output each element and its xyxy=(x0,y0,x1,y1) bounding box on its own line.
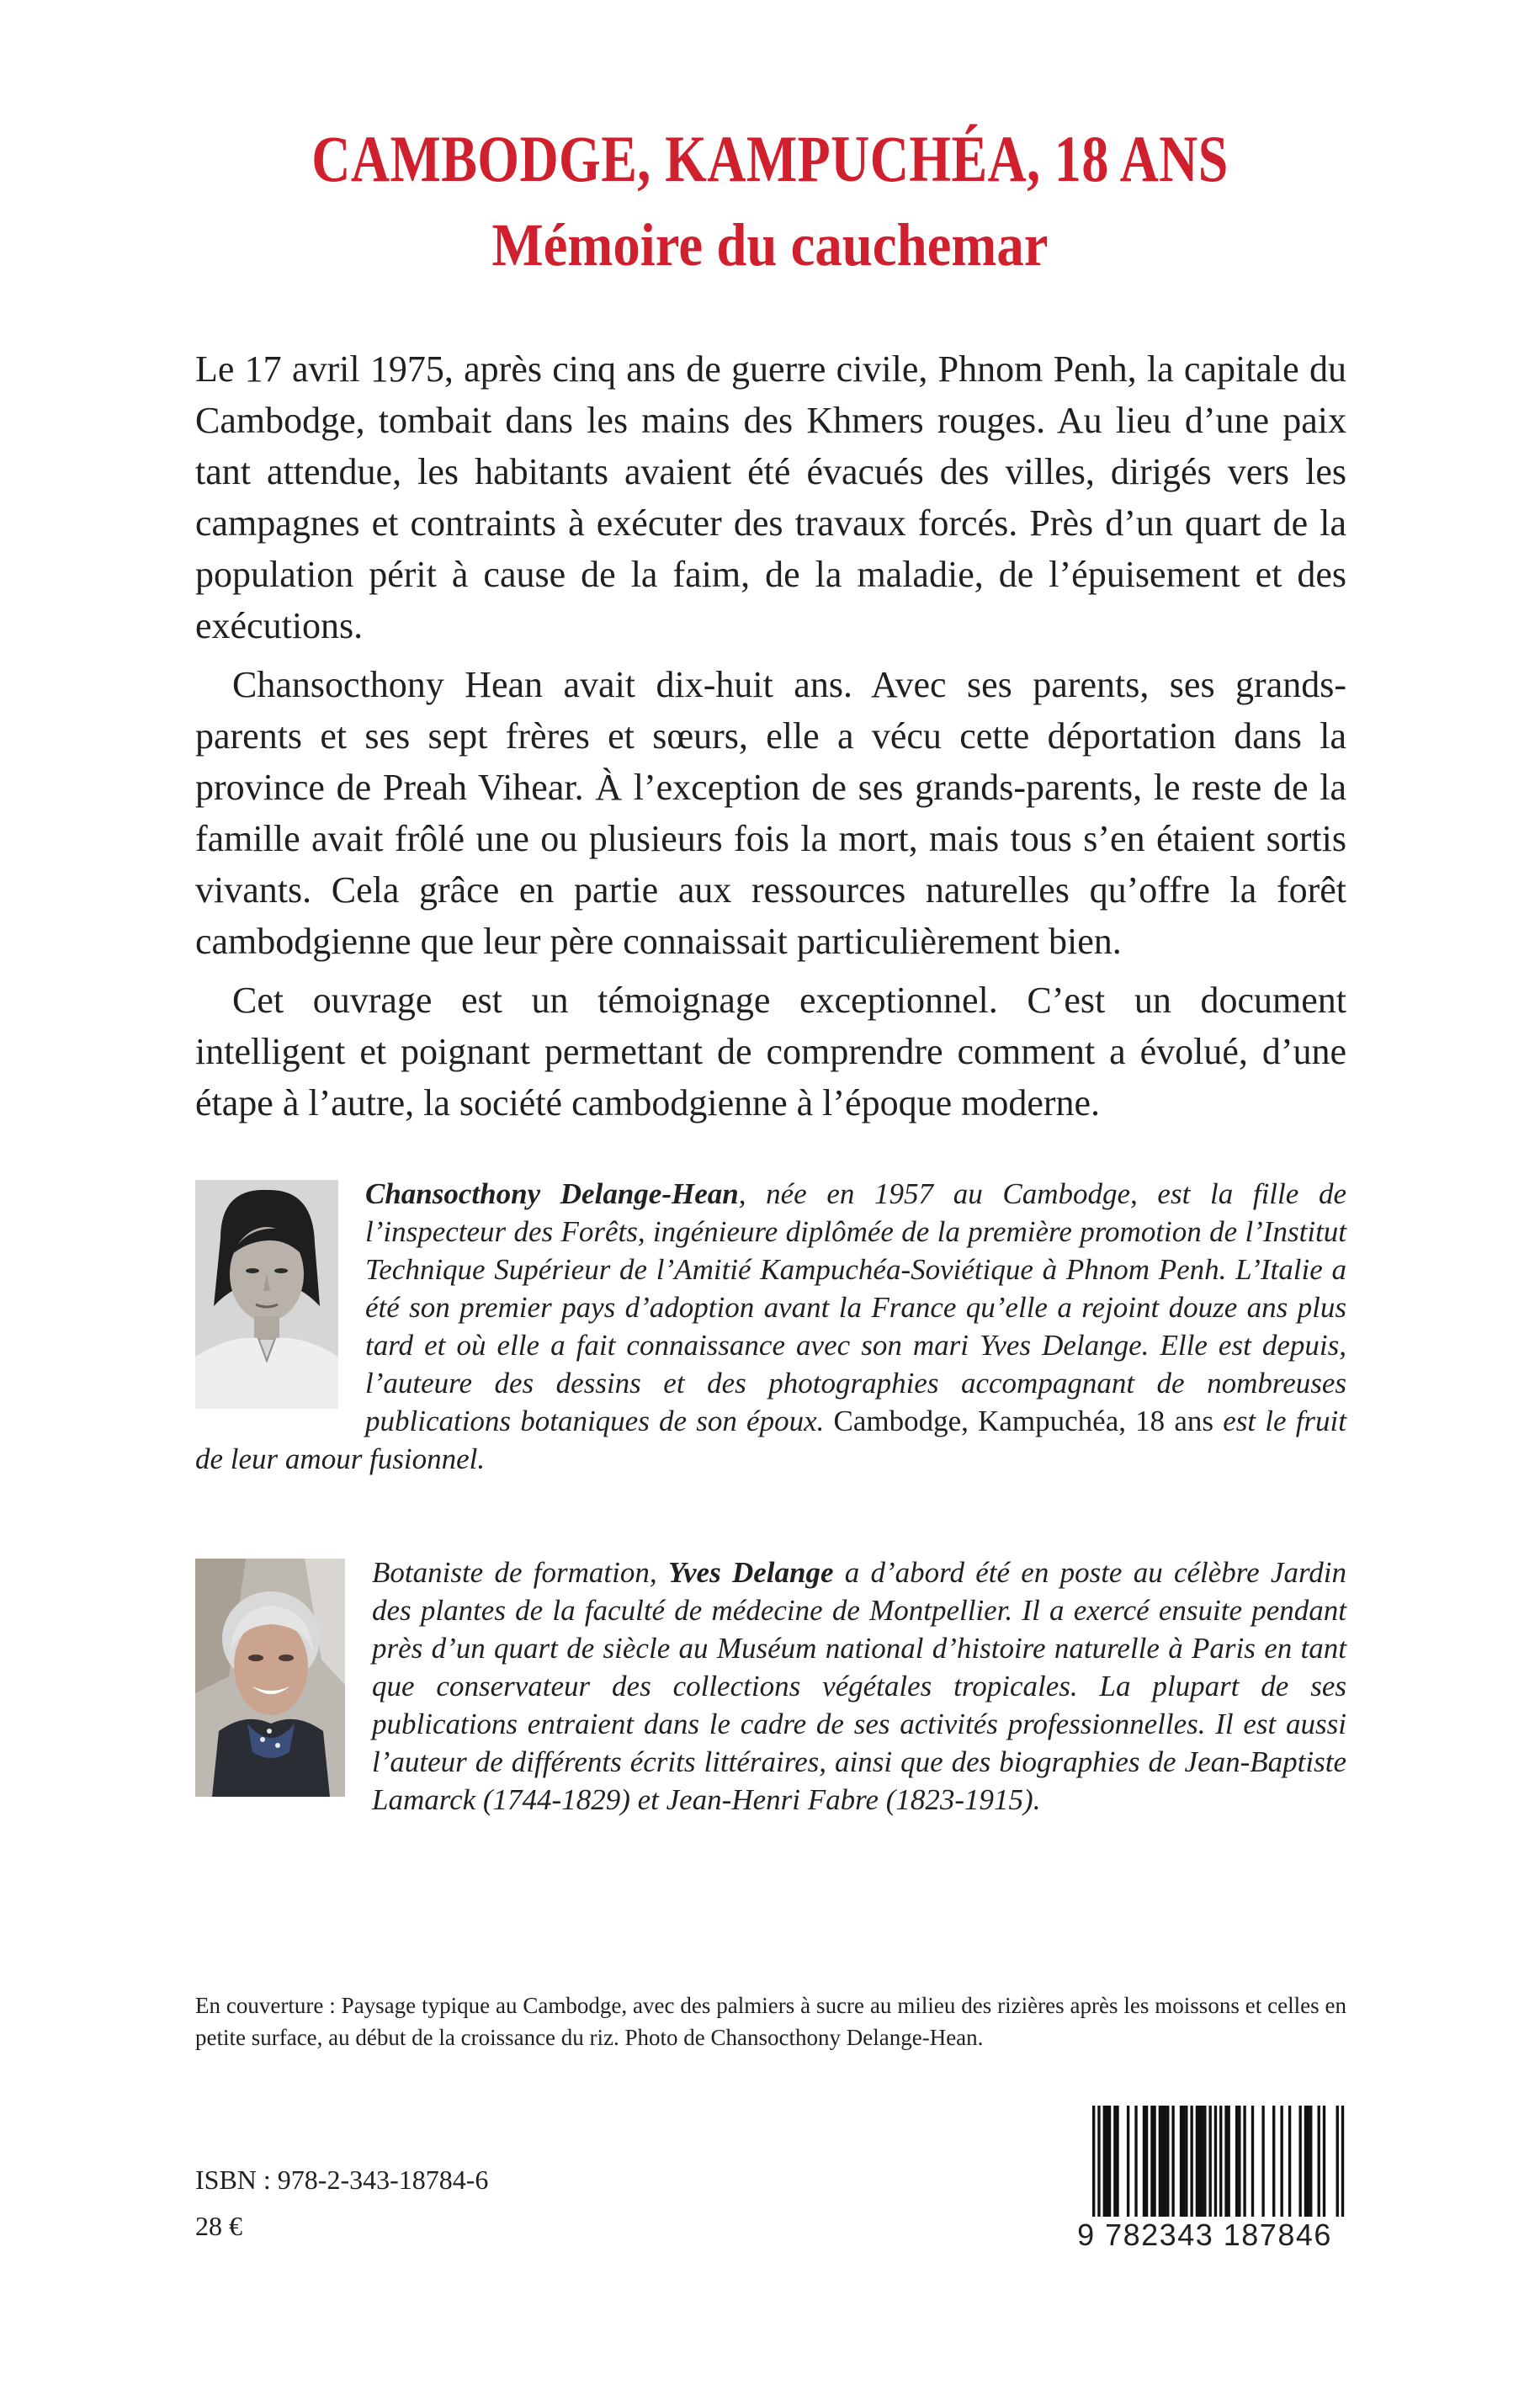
author-bio xyxy=(195,1175,1346,1478)
author-photo xyxy=(195,1180,338,1409)
book-subtitle: Mémoire du cauchemar xyxy=(491,211,1049,279)
blurb-paragraph-3: Cet ouvrage est un témoignage exceptionnel. C’est un document intelligent et poignant permettant de comprendre comment a évolué, d’une étape à l’autre, la société cambodgienne à l’époque moderne. xyxy=(195,980,1346,1123)
coauthor-bio-text: a d’abord été en poste au célèbre Jardin des plantes de la faculté de médecine de Montpellier. Il a exercé ensuite pendant près d’un quart de siècle au Muséum national d’histoire naturelle à Paris en tant que conservateur des collections végétales tropicales. La plupart de ses publications entraient dans le cadre de ses activités professionnelles. Il est aussi l’auteur de différents écrits littéraires, ainsi que des biographies de Jean-Baptiste Lamarck (1744-1829) et Jean-Henri Fabre (1823-1915). xyxy=(372,1556,1347,1816)
barcode-bar xyxy=(1106,2106,1108,2217)
barcode-bar xyxy=(1261,2106,1264,2217)
isbn: ISBN : 978-2-343-18784-6 xyxy=(195,2165,489,2195)
author-bio-text: , née en 1957 au Cambodge, est la fille de l’inspecteur des Forêts, ingénieure diplômée de la première promotion de l’Institut Technique Supérieur de l’Amitié Kampuchéa-Soviétique à Phnom Penh. L’Italie a été son premier pays d’adoption avant la France qu’elle a rejoint douze ans plus tard et où elle a fait connaissance avec son mari Yves Delange. Elle est depuis, l’auteure des dessins et des photographies accompagnant de nombreuses publications botaniques de son époux. xyxy=(365,1177,1346,1437)
barcode-bar xyxy=(1171,2106,1174,2217)
barcode-bar xyxy=(1219,2106,1222,2232)
author-bio-tail: est le fruit de leur amour fusionnel. xyxy=(195,1405,1347,1475)
barcode-bar xyxy=(1103,2106,1106,2217)
barcode-bar xyxy=(1092,2106,1095,2232)
cover-photo-credit: En couverture : Paysage typique au Cambodge, avec des palmiers à sucre au milieu des rizières après les moissons et celles en petite surface, au début de la croissance du riz. Photo de Chansocthony Delange-Hean. xyxy=(195,1993,1346,2050)
coauthor-bio-lead: Botaniste de formation, xyxy=(372,1556,668,1589)
barcode-bar xyxy=(1190,2106,1192,2217)
barcode-bar xyxy=(1180,2106,1182,2217)
barcode-bar xyxy=(1318,2106,1320,2217)
coauthor-name: Yves Delange xyxy=(667,1556,834,1589)
barcode-bar xyxy=(1251,2106,1254,2217)
barcode-bar xyxy=(1161,2106,1164,2217)
barcode-digits: 9 782343 187846 xyxy=(1060,2217,1349,2254)
barcode-bar xyxy=(1228,2106,1230,2217)
barcode-bar xyxy=(1145,2106,1148,2217)
blurb-paragraph-1: Le 17 avril 1975, après cinq ans de guerre civile, Phnom Penh, la capitale du Cambodge, tombait dans les mains des Khmers rouges. Au lieu d’une paix tant attendue, les habitants avaient été évacués des villes, dirigés vers les campagnes et contraints à exécuter des travaux forcés. Près d’un quart de la population périt à cause de la faim, de la maladie, de l’épuisement et des exécutions. xyxy=(195,348,1346,646)
barcode-bar xyxy=(1159,2106,1161,2217)
barcode-bar xyxy=(1309,2106,1312,2217)
barcode-bar xyxy=(1238,2106,1240,2217)
barcode-bar xyxy=(1243,2106,1245,2217)
author-name: Chansocthony Delange-Hean xyxy=(365,1177,739,1210)
barcode-bar xyxy=(1134,2106,1137,2217)
price: 28 € xyxy=(195,2211,242,2241)
barcode-bar xyxy=(1097,2106,1100,2232)
barcode-bar xyxy=(1214,2106,1217,2232)
blurb-paragraph-2: Chansocthony Hean avait dix-huit ans. Avec ses parents, ses grands-parents et ses sept frères et sœurs, elle a vécu cette déportation dans la province de Preah Vihear. À l’exception de ses grands-parents, le reste de la famille avait frôlé une ou plusieurs fois la mort, mais tous s’en étaient sortis vivants. Cela grâce en partie aux ressources naturelles qu’offre la forêt cambodgienne que leur père connaissait particulièrement bien. xyxy=(195,664,1346,962)
barcode-bar xyxy=(1201,2106,1203,2217)
barcode-bar xyxy=(1196,2106,1198,2217)
barcode-bar xyxy=(1182,2106,1185,2217)
book-title: CAMBODGE, KAMPUCHÉA, 18 ANS xyxy=(311,122,1229,195)
barcode-bar xyxy=(1203,2106,1206,2217)
barcode-bar xyxy=(1304,2106,1307,2217)
author-bio-book-title: Cambodge, Kampuchéa, 18 ans xyxy=(833,1405,1214,1437)
barcode-bar xyxy=(1127,2106,1129,2217)
barcode-bar xyxy=(1323,2106,1325,2217)
barcode-bar xyxy=(1224,2106,1227,2217)
barcode-bar xyxy=(1235,2106,1238,2217)
coauthor-bio xyxy=(195,1554,1346,1819)
barcode-bar xyxy=(1150,2106,1153,2217)
barcode-bar xyxy=(1341,2106,1344,2232)
barcode-bar xyxy=(1307,2106,1309,2217)
coauthor-photo xyxy=(195,1559,345,1797)
barcode-bar xyxy=(1185,2106,1187,2217)
barcode-bar xyxy=(1272,2106,1275,2217)
barcode-bar xyxy=(1288,2106,1291,2217)
barcode-bar xyxy=(1280,2106,1282,2217)
barcode-bar xyxy=(1166,2106,1169,2217)
barcode-bar xyxy=(1208,2106,1211,2217)
barcode-bar xyxy=(1198,2106,1201,2217)
barcode-bar xyxy=(1298,2106,1301,2217)
barcode-bar xyxy=(1164,2106,1166,2217)
barcode-bar xyxy=(1143,2106,1145,2217)
barcode-bar xyxy=(1108,2106,1111,2217)
barcode xyxy=(1060,2106,1349,2257)
back-cover-blurb xyxy=(195,343,1346,1136)
barcode-bar xyxy=(1116,2106,1118,2217)
barcode-bar xyxy=(1113,2106,1116,2217)
barcode-bar xyxy=(1153,2106,1155,2217)
barcode-bar xyxy=(1336,2106,1339,2232)
